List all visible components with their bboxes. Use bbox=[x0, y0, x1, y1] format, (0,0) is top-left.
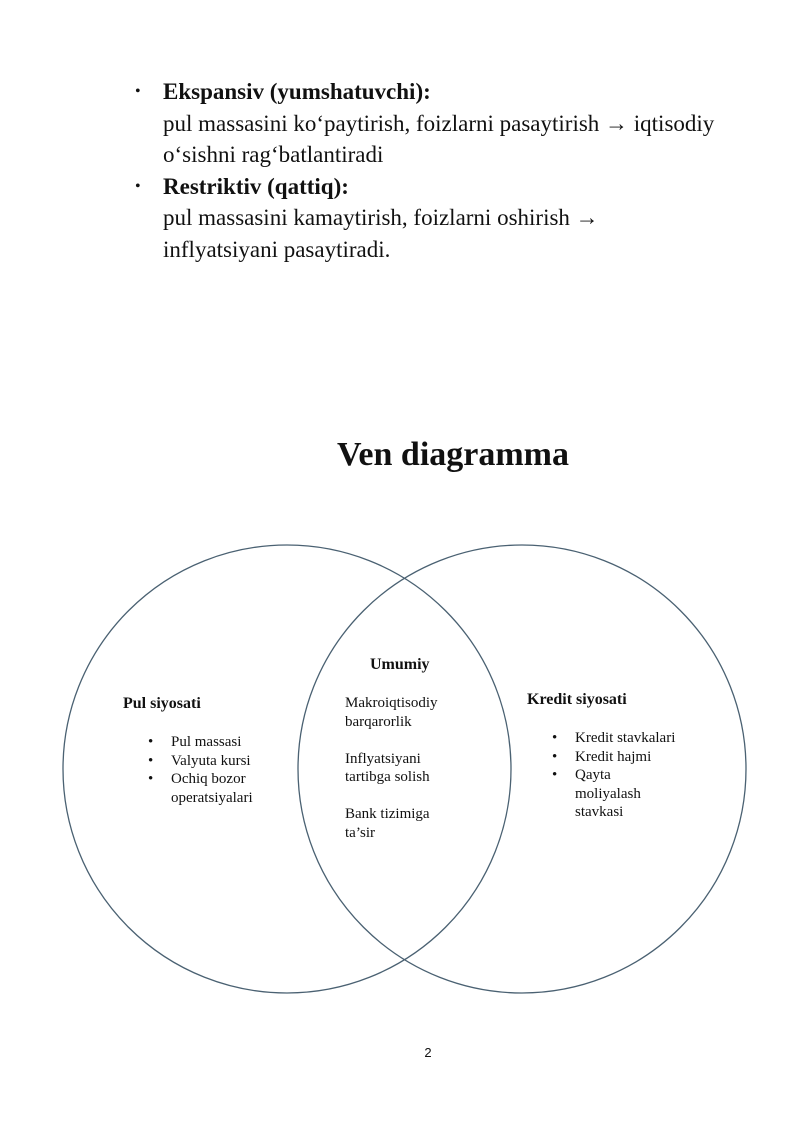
policy-title: Restriktiv (qattiq): bbox=[163, 173, 349, 199]
center-item-line: tartibga solish bbox=[345, 769, 430, 785]
bullet: • bbox=[135, 177, 141, 195]
list-item: • Kredit hajmi bbox=[550, 748, 710, 767]
list-item: • Qayta bbox=[550, 766, 710, 785]
center-item-line: Bank tizimiga bbox=[345, 806, 430, 822]
list-item-continuation: stavkasi bbox=[575, 804, 624, 820]
policy-description-line: inflyatsiyani pasaytiradi. bbox=[163, 236, 391, 262]
list-item-continuation: moliyalash bbox=[575, 785, 641, 802]
center-item bbox=[345, 694, 485, 731]
page-number: 2 bbox=[424, 1045, 432, 1060]
diagram-title: Ven diagramma bbox=[336, 436, 570, 473]
list-item: • Pul massasi bbox=[146, 733, 286, 752]
policy-description-line: o‘sishni rag‘batlantiradi bbox=[163, 142, 384, 167]
bullet: • bbox=[135, 83, 141, 100]
list-item bbox=[146, 789, 286, 808]
center-item-line: Inflyatsiyani bbox=[345, 750, 421, 767]
center-label: Umumiy bbox=[370, 656, 430, 673]
center-item bbox=[345, 805, 485, 842]
list-item: • Ochiq bozor bbox=[146, 770, 286, 789]
center-item-line: ta’sir bbox=[345, 824, 375, 841]
center-item bbox=[345, 750, 485, 787]
center-item-line: Makroiqtisodiy bbox=[345, 695, 438, 711]
list-item: • Kredit stavkalari bbox=[550, 729, 710, 748]
right-set-list bbox=[550, 729, 710, 822]
left-set-list bbox=[146, 733, 286, 807]
list-item: • Valyuta kursi bbox=[146, 752, 286, 771]
center-content bbox=[345, 694, 485, 861]
left-set-label: Pul siyosati bbox=[123, 695, 201, 712]
center-item-line: barqarorlik bbox=[345, 713, 412, 730]
list-item bbox=[550, 803, 710, 822]
right-set-label: Kredit siyosati bbox=[527, 691, 627, 708]
list-item-continuation: operatsiyalari bbox=[171, 789, 253, 806]
policy-description-line: pul massasini kamaytirish, foizlarni oshirish → bbox=[163, 205, 599, 230]
policy-description-line: pul massasini ko‘paytirish, foizlarni pasaytirish → iqtisodiy bbox=[163, 110, 715, 136]
policy-title: Ekspansiv (yumshatuvchi): bbox=[163, 79, 431, 104]
list-item bbox=[550, 785, 710, 804]
